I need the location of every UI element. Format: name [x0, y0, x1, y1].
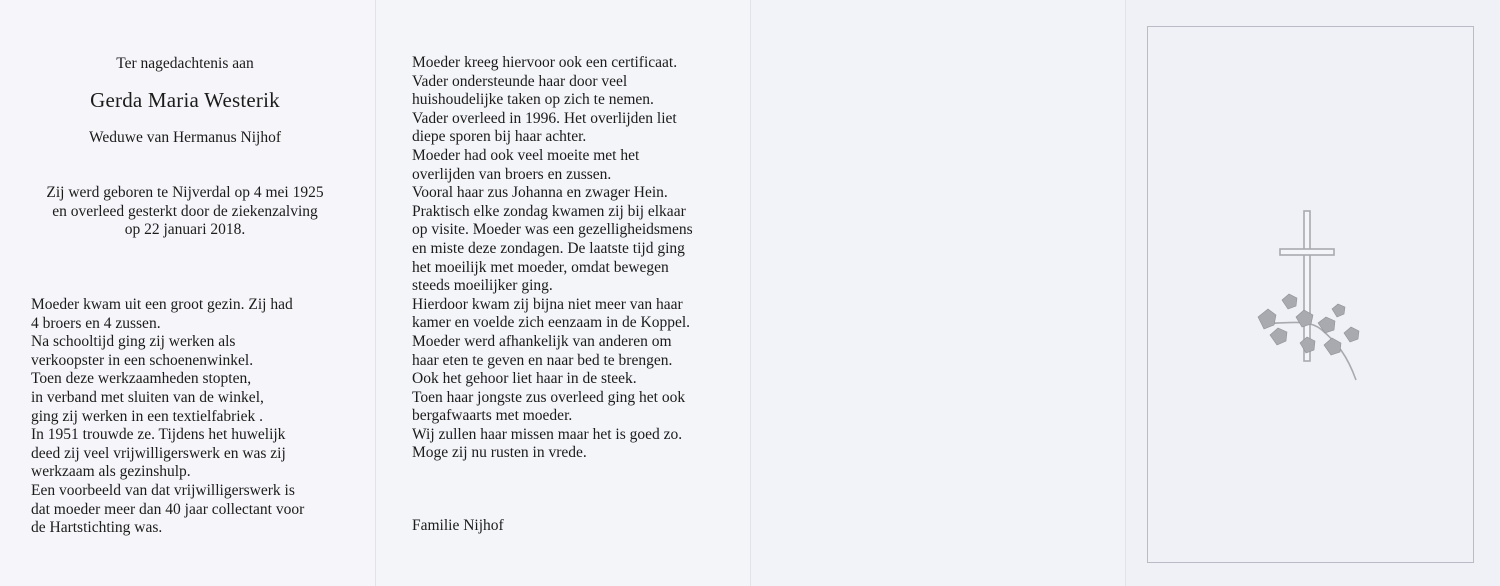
story-line: ging zij werken in een textielfabriek .	[31, 407, 263, 425]
story-line: In 1951 trouwde ze. Tijdens het huwelijk	[31, 426, 286, 444]
story-line: op visite. Moeder was een gezelligheidsmens	[412, 221, 693, 239]
story-line: Toen haar jongste zus overleed ging het ook	[412, 388, 686, 406]
birth-line: en overleed gesterkt door de ziekenzalving	[52, 202, 318, 220]
widow-of: Weduwe van Hermanus Nijhof	[88, 129, 282, 146]
story-line: Vader ondersteunde haar door veel	[412, 72, 628, 90]
cross-with-ivy-icon	[1252, 205, 1370, 385]
story-line: Na schooltijd ging zij werken als	[31, 333, 236, 351]
story-line: Een voorbeeld van dat vrijwilligerswerk is	[31, 481, 295, 499]
story-line: werkzaam als gezinshulp.	[31, 463, 191, 481]
story-line: Ook het gehoor liet haar in de steek.	[412, 370, 637, 388]
story-line: haar eten te geven en naar bed te brengen.	[412, 351, 673, 369]
story-line: huishoudelijke taken op zich te nemen.	[412, 91, 654, 109]
fold-line	[375, 0, 376, 586]
story-line: deed zij veel vrijwilligerswerk en was zij	[31, 444, 286, 462]
story-line: in verband met sluiten van de winkel,	[31, 388, 264, 406]
story-line: diepe sporen bij haar achter.	[412, 128, 587, 146]
birth-line: op 22 januari 2018.	[124, 221, 246, 239]
story-line: en miste deze zondagen. De laatste tijd ging	[412, 239, 685, 257]
story-line: het moeilijk met moeder, omdat bewegen	[412, 258, 669, 276]
fold-line	[750, 0, 751, 586]
story-line: dat moeder meer dan 40 jaar collectant voor	[31, 500, 305, 518]
birth-line: Zij werd geboren te Nijverdal op 4 mei 1925	[46, 184, 324, 201]
left-story	[31, 296, 304, 538]
story-line: Moeder kwam uit een groot gezin. Zij had	[31, 296, 293, 313]
birth-death-text	[0, 184, 370, 240]
story-line: Vooral haar zus Johanna en zwager Hein.	[412, 184, 668, 202]
story-line: 4 broers en 4 zussen.	[31, 314, 161, 332]
deceased-name: Gerda Maria Westerik	[90, 88, 280, 112]
story-line: Moge zij nu rusten in vrede.	[412, 444, 587, 462]
memorial-intro: Ter nagedachtenis aan	[116, 55, 254, 72]
story-line: Toen deze werkzaamheden stopten,	[31, 370, 252, 388]
blank-panel	[750, 0, 1125, 586]
story-line: de Hartstichting was.	[31, 519, 163, 537]
middle-story	[412, 54, 693, 463]
story-line: bergafwaarts met moeder.	[412, 407, 573, 425]
fold-line	[1125, 0, 1126, 586]
story-line: Moeder had ook veel moeite met het	[412, 146, 640, 164]
story-line: Hierdoor kwam zij bijna niet meer van haar	[412, 295, 683, 313]
story-line: kamer en voelde zich eenzaam in de Koppel.	[412, 314, 691, 332]
story-line: Wij zullen haar missen maar het is goed zo.	[412, 425, 683, 443]
signature: Familie Nijhof	[412, 517, 504, 534]
story-line: Praktisch elke zondag kwamen zij bij elkaar	[412, 202, 686, 220]
story-line: Moeder werd afhankelijk van anderen om	[412, 332, 672, 350]
story-line: overlijden van broers en zussen.	[412, 165, 612, 183]
story-line: Vader overleed in 1996. Het overlijden liet	[412, 109, 677, 127]
story-line: verkoopster in een schoenenwinkel.	[31, 351, 254, 369]
story-line: Moeder kreeg hiervoor ook een certificaat.	[412, 54, 678, 71]
story-line: steeds moeilijker ging.	[412, 277, 553, 295]
